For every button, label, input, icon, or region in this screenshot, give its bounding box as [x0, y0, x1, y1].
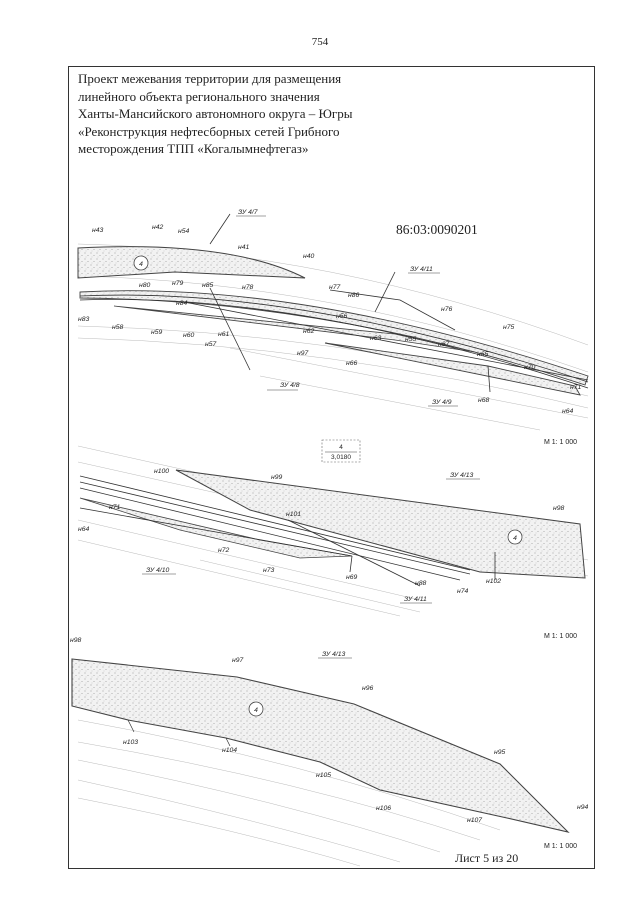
point-label: н98 — [70, 637, 82, 644]
parcel-number: 4 — [513, 535, 517, 542]
point-label: н79 — [172, 280, 184, 287]
point-label: н76 — [441, 306, 453, 313]
page-number: 754 — [311, 36, 329, 48]
legend-parcel-number: 4 — [339, 444, 343, 451]
point-label: н43 — [92, 227, 104, 234]
point-label: н101 — [286, 511, 302, 518]
title-line: линейного объекта регионального значения — [78, 88, 320, 104]
point-label: н72 — [218, 547, 230, 554]
point-label: н78 — [242, 284, 254, 291]
point-label: н80 — [139, 282, 151, 289]
point-label: н42 — [152, 224, 164, 231]
point-label: н73 — [263, 567, 275, 574]
point-label: н98 — [553, 505, 565, 512]
title-line: Проект межевания территории для размещения — [78, 71, 342, 86]
legend-area: 3,0180 — [331, 454, 351, 461]
point-label: н54 — [178, 228, 190, 235]
point-label: н106 — [376, 805, 392, 812]
area-legend — [322, 440, 360, 462]
point-label: н64 — [562, 408, 574, 415]
zone-label: ЗУ 4/7 — [238, 209, 258, 216]
scale-label: М 1: 1 000 — [544, 843, 578, 850]
scale-label: М 1: 1 000 — [544, 439, 578, 446]
point-label: н56 — [336, 313, 348, 320]
point-label: н107 — [467, 817, 483, 824]
point-label: н96 — [362, 685, 374, 692]
point-label: н97 — [297, 350, 309, 357]
point-label: н83 — [78, 316, 90, 323]
point-label: н100 — [154, 468, 170, 475]
point-label: н62 — [303, 328, 315, 335]
point-label: н58 — [112, 324, 124, 331]
zone-label: ЗУ 4/11 — [410, 266, 433, 273]
point-label: н71 — [109, 504, 121, 511]
point-label: н64 — [78, 526, 90, 533]
point-label: н71 — [570, 384, 582, 391]
panel-3 — [70, 637, 589, 866]
point-label: н57 — [205, 341, 217, 348]
point-label: н68 — [478, 397, 490, 404]
title-line: «Реконструкция нефтесборных сетей Грибного — [78, 123, 340, 139]
point-label: н104 — [222, 747, 238, 754]
point-label: н77 — [329, 284, 341, 291]
point-label: н105 — [316, 772, 332, 779]
point-label: н74 — [457, 588, 469, 595]
zone-label: ЗУ 4/10 — [146, 567, 170, 574]
point-label: н60 — [183, 332, 195, 339]
point-label: н55 — [405, 336, 417, 343]
point-label: н67 — [438, 341, 450, 348]
point-label: н103 — [123, 739, 139, 746]
point-label: н75 — [503, 324, 515, 331]
parcel-number: 4 — [139, 261, 143, 268]
point-label: н69 — [346, 574, 358, 581]
point-label: н85 — [202, 282, 214, 289]
point-label: н59 — [151, 329, 163, 336]
zone-labels-3 — [318, 651, 352, 658]
point-label: н94 — [577, 804, 589, 811]
point-label: н99 — [271, 474, 283, 481]
point-label: н86 — [348, 292, 360, 299]
panel-2 — [78, 446, 588, 640]
point-label: н40 — [303, 253, 315, 260]
zone-label: ЗУ 4/13 — [450, 472, 474, 479]
point-label: н95 — [494, 749, 506, 756]
point-label: н84 — [176, 300, 188, 307]
title-line: Ханты-Мансийского автономного округа – Югры — [78, 106, 353, 121]
point-label: н88 — [415, 580, 427, 587]
scale-label: М 1: 1 000 — [544, 633, 578, 640]
point-label: н41 — [238, 244, 250, 251]
point-label: н65 — [477, 351, 489, 358]
title-line: месторождения ТПП «Когалымнефтегаз» — [78, 141, 309, 156]
point-label: н66 — [346, 360, 358, 367]
panel-1 — [78, 209, 588, 446]
zone-label: ЗУ 4/9 — [432, 399, 452, 406]
point-label: н61 — [218, 331, 230, 338]
zone-label: ЗУ 4/13 — [322, 651, 346, 658]
point-label: н97 — [232, 657, 244, 664]
point-label: н63 — [370, 335, 382, 342]
parcel-number: 4 — [254, 707, 258, 714]
sheet-label: Лист 5 из 20 — [455, 851, 519, 865]
zone-label: ЗУ 4/8 — [280, 382, 300, 389]
cadastral-number: 86:03:0090201 — [396, 222, 478, 237]
point-label: н102 — [486, 578, 502, 585]
zone-label: ЗУ 4/11 — [404, 596, 427, 603]
point-label: н70 — [524, 364, 536, 371]
